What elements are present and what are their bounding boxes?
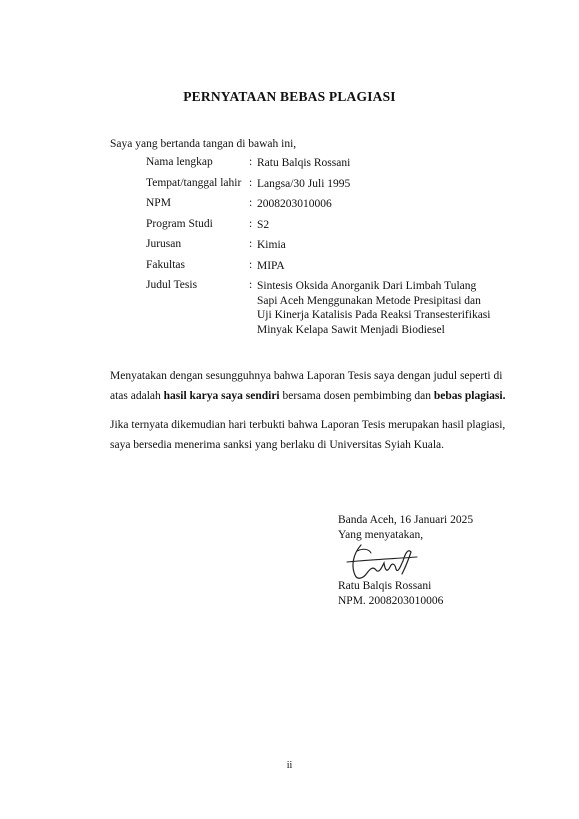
thesis-title-line: Uji Kinerja Katalisis Pada Reaksi Transesterifikasi bbox=[257, 309, 491, 321]
signature-header bbox=[338, 513, 473, 542]
identity-row-name bbox=[146, 156, 527, 177]
identity-label: Jurusan bbox=[146, 238, 182, 250]
statement-emphasis: hasil karya saya sendiri bbox=[163, 390, 280, 402]
identity-row-npm bbox=[146, 197, 527, 218]
identity-value: 2008203010006 bbox=[257, 198, 332, 210]
intro-text: Saya yang bertanda tangan di bawah ini, bbox=[110, 138, 297, 150]
identity-separator: : bbox=[249, 217, 253, 230]
identity-value: Ratu Balqis Rossani bbox=[257, 157, 351, 169]
thesis-title-line: Minyak Kelapa Sawit Menjadi Biodiesel bbox=[257, 323, 445, 336]
document-title: PERNYATAAN BEBAS PLAGIASI bbox=[183, 89, 396, 104]
handwritten-signature bbox=[343, 540, 423, 582]
identity-label: NPM bbox=[146, 197, 171, 209]
identity-label: Fakultas bbox=[146, 258, 185, 271]
identity-value: MIPA bbox=[257, 259, 285, 272]
identity-row-department bbox=[146, 238, 527, 259]
identity-label: Nama lengkap bbox=[146, 156, 213, 168]
page-number: ii bbox=[286, 760, 293, 771]
consequence-line: Jika ternyata dikemudian hari terbukti bahwa Laporan Tesis merupakan hasil plagiasi, bbox=[110, 419, 506, 431]
statement-text: atas adalah bbox=[110, 390, 164, 402]
thesis-title-line: Sapi Aceh Menggunakan Metode Presipitasi dan bbox=[257, 294, 481, 307]
identity-row-faculty bbox=[146, 259, 527, 280]
statement-line: Menyatakan dengan sesungguhnya bahwa Laporan Tesis saya dengan judul seperti di bbox=[110, 370, 503, 382]
identity-label: Judul Tesis bbox=[146, 279, 198, 291]
identity-value: Langsa/30 Juli 1995 bbox=[257, 177, 351, 190]
signatory-npm: NPM. 2008203010006 bbox=[338, 594, 444, 607]
signatory-name: Ratu Balqis Rossani bbox=[338, 580, 432, 592]
identity-separator: : bbox=[249, 176, 253, 189]
identity-table bbox=[146, 156, 527, 336]
identity-row-program bbox=[146, 218, 527, 239]
identity-separator: : bbox=[249, 279, 253, 291]
identity-label: Tempat/tanggal lahir bbox=[146, 176, 242, 189]
statement-paragraph bbox=[110, 366, 510, 406]
thesis-title-line: Sintesis Oksida Anorganik Dari Limbah Tulang bbox=[257, 280, 477, 292]
thesis-title-value bbox=[257, 279, 527, 337]
identity-value: S2 bbox=[257, 218, 270, 231]
signature-footer bbox=[338, 579, 443, 608]
identity-row-thesis-title bbox=[146, 279, 527, 336]
identity-separator: : bbox=[249, 197, 253, 209]
consequence-line: saya bersedia menerima sanksi yang berlaku di Universitas Syiah Kuala. bbox=[110, 439, 445, 451]
identity-row-birth bbox=[146, 177, 527, 198]
identity-value: Kimia bbox=[257, 239, 286, 251]
declarant-label: Yang menyatakan, bbox=[338, 528, 424, 541]
identity-separator: : bbox=[249, 238, 253, 250]
consequence-paragraph bbox=[110, 415, 510, 455]
identity-label: Program Studi bbox=[146, 217, 213, 230]
identity-separator: : bbox=[249, 156, 253, 168]
statement-emphasis: bebas plagiasi. bbox=[433, 390, 506, 402]
identity-separator: : bbox=[249, 258, 253, 271]
place-date: Banda Aceh, 16 Januari 2025 bbox=[338, 514, 474, 526]
statement-text: bersama dosen pembimbing dan bbox=[279, 390, 434, 402]
